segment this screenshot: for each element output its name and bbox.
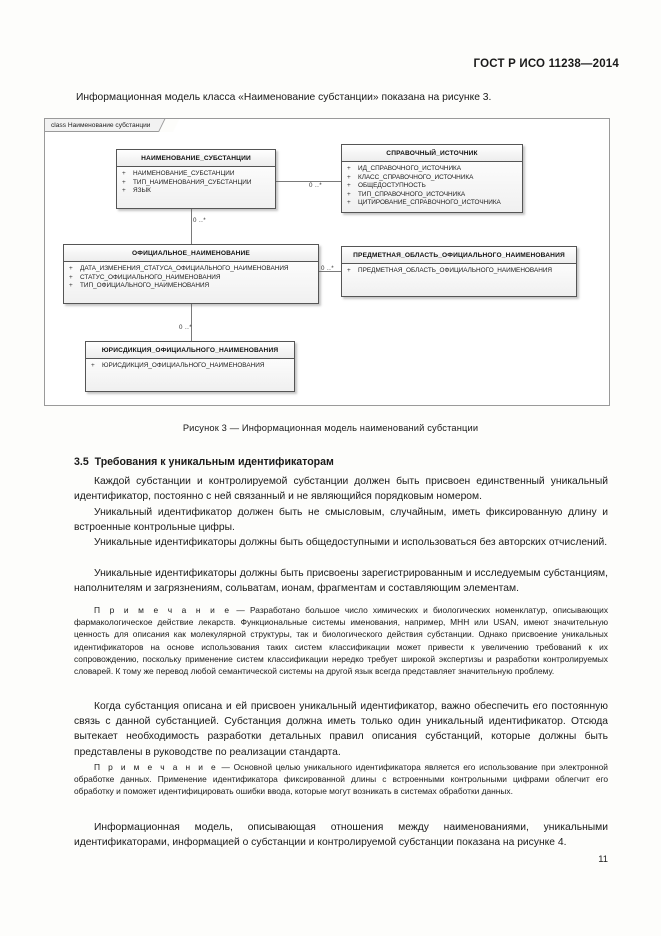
uml-class-attribute-list: [86, 359, 294, 391]
uml-class-attribute-list: [342, 162, 522, 212]
spacer: [344, 276, 574, 284]
diagram-frame-label: class Наименование субстанции: [45, 119, 173, 132]
section-title: Требования к уникальным идентификаторам: [94, 456, 334, 468]
multiplicity-label-1: 0 ..*: [309, 182, 323, 189]
note-body: — Разработано большое число химических и биологических номенклатур, описывающих фармакологическое действие лекарств. Функциональные системы именования, например, МНН или USAN, имеют значительную ценность для описания как молекулярной структуры, так и биологического действия субстанции. Однако присвоение уникальных идентификаторов на основе использования таких систем классификации может привести к увеличению требований к их сопровождению, поскольку применение систем классификации нередко требует широкой экспертизы и разработки контролируемых словарей. К тому же перевод любой семантической системы на другой язык всегда представляет значительную проблему.: [74, 605, 609, 677]
uml-class-reference-source[interactable]: [341, 144, 523, 213]
paragraph-block: [74, 699, 608, 760]
uml-class-attribute-list: [342, 264, 576, 296]
uml-attribute: + ЮРИСДИКЦИЯ_ОФИЦИАЛЬНОГО_НАИМЕНОВАНИЯ: [91, 362, 265, 369]
paragraph-block: [74, 820, 608, 850]
intro-paragraph: Информационная модель класса «Наименование субстанции» показана на рисунке 3.: [76, 92, 492, 103]
visibility-public-icon: +: [122, 187, 126, 195]
paragraph-block: [74, 566, 608, 596]
uml-class-substance-name[interactable]: [116, 149, 276, 209]
note-body: — Основной целью уникального идентификатора является его использование при электронной обработке данных. Применение идентификатора фиксированной длины с встроенными контрольными цифрами облегчит его обработку и поможет идентифицировать ошибки ввода, которые могут возникать в системах обработки данных.: [74, 762, 608, 797]
note-label: П р и м е ч а н и е: [94, 605, 232, 615]
uml-class-title: ПРЕДМЕТНАЯ_ОБЛАСТЬ_ОФИЦИАЛЬНОГО_НАИМЕНОВАНИЯ: [342, 247, 576, 264]
spacer: [66, 291, 316, 299]
uml-attribute: + СТАТУС_ОФИЦИАЛЬНОГО_НАИМЕНОВАНИЯ: [69, 273, 221, 281]
note-block-2: [74, 761, 608, 798]
paragraph: Уникальные идентификаторы должны быть присвоены зарегистрированным и исследуемым субстанциям, наполнителям и загрязнениям, сольватам, ионам, фрагментам и составляющим элементам.: [74, 568, 608, 595]
paragraph: Уникальный идентификатор должен быть не смысловым, случайным, иметь фиксированную длину и встроенные контрольные цифры.: [74, 507, 608, 534]
page-header-standard-number: ГОСТ Р ИСО 11238—2014: [473, 58, 619, 70]
visibility-public-icon: +: [69, 265, 73, 272]
note-text: [74, 761, 608, 798]
spacer: [344, 284, 574, 292]
uml-attribute: + ОБЩЕДОСТУПНОСТЬ: [347, 182, 426, 190]
uml-class-jurisdiction[interactable]: [85, 341, 295, 392]
uml-attribute: + ТИП_СПРАВОЧНОГО_ИСТОЧНИКА: [347, 190, 466, 198]
note-text: [74, 604, 608, 677]
uml-class-official-name[interactable]: [63, 244, 319, 304]
uml-class-title: НАИМЕНОВАНИЕ_СУБСТАНЦИИ: [117, 150, 275, 167]
paragraph-block: [74, 535, 608, 550]
uml-class-title: ЮРИСДИКЦИЯ_ОФИЦИАЛЬНОГО_НАИМЕНОВАНИЯ: [86, 342, 294, 359]
figure-caption: Рисунок 3 — Информационная модель наименований субстанции: [182, 423, 479, 433]
uml-class-title: СПРАВОЧНЫЙ_ИСТОЧНИК: [342, 145, 522, 162]
uml-class-attribute-list: [117, 167, 275, 208]
uml-attribute: + ДАТА_ИЗМЕНЕНИЯ_СТАТУСА_ОФИЦИАЛЬНОГО_НАИМЕНОВАНИЯ: [69, 265, 289, 272]
page-number: 11: [598, 853, 608, 864]
multiplicity-label-2: 0 ..*: [193, 217, 207, 224]
section-heading: [74, 456, 334, 468]
uml-attribute: + ЯЗЫК: [122, 187, 151, 195]
visibility-public-icon: +: [122, 170, 126, 177]
note-block-1: [74, 604, 608, 677]
multiplicity-label-3: 0 ..*: [321, 265, 335, 272]
visibility-public-icon: +: [347, 173, 351, 181]
visibility-public-icon: +: [69, 273, 73, 281]
uml-class-title: ОФИЦИАЛЬНОЕ_НАИМЕНОВАНИЕ: [64, 245, 318, 262]
paragraph: Когда субстанция описана и ей присвоен уникальный идентификатор, важно обеспечить его постоянную связь с данной субстанцией. Субстанция должна иметь только один уникальный идентификатор. Отсюда вытекает необходимость разработки детальных правил описания субстанций, которые должны быть представлены в руководстве по реализации стандарта.: [74, 701, 608, 758]
visibility-public-icon: +: [347, 190, 351, 198]
uml-attribute: + НАИМЕНОВАНИЕ_СУБСТАНЦИИ: [122, 170, 235, 177]
multiplicity-label-4: 0 ..*: [179, 324, 193, 331]
connector-substance-name-to-official-name: [191, 207, 192, 244]
visibility-public-icon: +: [122, 178, 126, 186]
uml-attribute: + КЛАСС_СПРАВОЧНОГО_ИСТОЧНИКА: [347, 173, 474, 181]
spacer: [88, 371, 292, 379]
uml-class-diagram-figure: [44, 118, 610, 406]
uml-attribute: + ЦИТИРОВАНИЕ_СПРАВОЧНОГО_ИСТОЧНИКА: [347, 199, 501, 207]
paragraph-block: [74, 474, 608, 504]
visibility-public-icon: +: [91, 362, 95, 369]
paragraph: Каждой субстанции и контролируемой субстанции должен быть присвоен единственный уникальный идентификатор, постоянно с ней связанный и не являющийся порядковым номером.: [74, 476, 608, 503]
connector-official-name-to-jurisdiction: [191, 299, 192, 341]
paragraph: Уникальные идентификаторы должны быть общедоступными и использоваться без авторских отчислений.: [94, 537, 608, 548]
visibility-public-icon: +: [347, 199, 351, 207]
uml-attribute: + ТИП_НАИМЕНОВАНИЯ_СУБСТАНЦИИ: [122, 178, 252, 186]
section-number: 3.5: [74, 456, 89, 468]
spacer: [88, 379, 292, 387]
uml-class-subject-domain[interactable]: [341, 246, 577, 297]
visibility-public-icon: +: [347, 182, 351, 190]
uml-attribute: + ПРЕДМЕТНАЯ_ОБЛАСТЬ_ОФИЦИАЛЬНОГО_НАИМЕНОВАНИЯ: [347, 267, 553, 274]
note-label: П р и м е ч а н и е: [94, 762, 218, 772]
paragraph-block: [74, 505, 608, 535]
visibility-public-icon: +: [347, 267, 351, 274]
uml-attribute: + ТИП_ОФИЦИАЛЬНОГО_НАИМЕНОВАНИЯ: [69, 282, 210, 290]
uml-class-attribute-list: [64, 262, 318, 303]
visibility-public-icon: +: [69, 282, 73, 290]
spacer: [119, 196, 273, 204]
uml-attribute: + ИД_СПРАВОЧНОГО_ИСТОЧНИКА: [347, 165, 462, 172]
paragraph: Информационная модель, описывающая отношения между наименованиями, уникальными идентификаторами, информацией о субстанции и контролируемой субстанции показана на рисунке 4.: [74, 822, 608, 849]
visibility-public-icon: +: [347, 165, 351, 172]
